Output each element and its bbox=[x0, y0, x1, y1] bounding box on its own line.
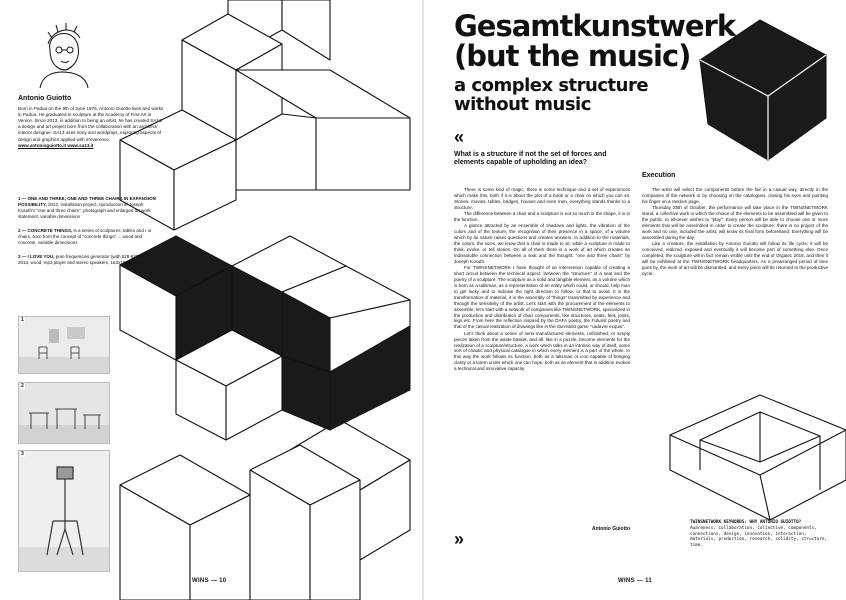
article-lead: What is a structure if not the set of forces and elements capable of upholding an idea? bbox=[454, 151, 607, 167]
work-desc: pure frequencies generator (with 528-936 Hz), 2013, wood, mp3 player and stereo speakers, 163x109x105cm bbox=[18, 253, 148, 265]
artwork-photo-1 bbox=[18, 316, 110, 374]
quote-open-mark: « bbox=[454, 127, 465, 147]
article-byline: Antonio Guiotto bbox=[591, 526, 630, 532]
article-title: Gesamtkunstwerk (but the music) bbox=[454, 9, 736, 73]
wireframe-cube bbox=[670, 395, 846, 520]
work-item bbox=[18, 228, 158, 246]
work-item bbox=[18, 254, 158, 266]
thumb-number: 3 bbox=[21, 451, 24, 457]
article-body bbox=[454, 187, 630, 373]
artwork-photo-2 bbox=[18, 382, 110, 444]
work-desc: 2012, installation project, riproduction of Joseph Kosuth's "one and three chairs", photograph and enlarged art work statement, variable dimensions bbox=[18, 201, 151, 219]
author-name: Antonio Guiotto bbox=[18, 95, 72, 102]
quote-close-mark: » bbox=[454, 529, 465, 549]
keywords-list: Awareness, collaboration, collective, components, connections, design, innovation, interaction, materials, production, research, solidity, structure, time. bbox=[690, 525, 828, 549]
keywords-title: TWINSNETWORK KEYWORDS: WHY ANTONIO GUIOTTO? bbox=[690, 520, 802, 525]
page-folio-left: WINS — 10 bbox=[192, 578, 227, 584]
portrait-illustration bbox=[40, 23, 88, 88]
work-title: 1 — ONE AND THREE, ONE AND THREE CHAIRS IN EXPANSION POSSIBILITY, bbox=[18, 196, 156, 207]
article-paragraph: Let's think about a series of semi-manufactured elements, unfinished, or simply pieces taken from the waste basket, and all, like in a puzzle, become elements for the realization of a sculpture/structure, a work which talks in an intrinsic way of itself, some sort of chaotic and physical catalogue in which every element is a part of the whole. In this way the work follows its function, both as a talisman or icon capable of bringing clarity or a totem under which one can hope, both as an element that in addition evokes a technical and innovative capacity. bbox=[454, 330, 630, 372]
works-list bbox=[18, 196, 158, 273]
thumb-number: 1 bbox=[21, 317, 24, 323]
article-paragraph: For TWINSNETWORK I have thought of an intervention capable of creating a short circuit between the technical aspect, between the "structure" of a seat and the poetry of a sculpture. The sculpture as a solid and tangible element, as a volume which is born as a talisman, as a representation of an entity which could, or should, help man to get lucky and to indicate the right direction to follow, or that to avoid. It is the transformation of material, it is the assembly of "things" transmitted by experience and through the sensitivity of the artist. Let's start with the procurement of the elements to assemble, let's start with a network of companies like TWINSNETWORK, specialized in the production and distribution of chair components, like structures, seats, feet, joints, legs etc. From here the reflection inspired by the DAFA poetry, the Futurist poetry and that of the casual realization of drawings like in the Surrealist game "cadavre exquis". bbox=[454, 265, 630, 330]
article-paragraph: The difference between a chair and a sculpture is not so much in the shape, it is in the function. bbox=[454, 211, 630, 223]
page-folio-right: WINS — 11 bbox=[618, 578, 653, 584]
execution-paragraph: Thursday 25th of October, the performance will take place in the TWINSNETWORK stand, a collective work in which the choice of the elements to be assembled will be given to the public, to whoever wishes to "play". Every person will be able to choose one or more elements that will be assembled in order to create the sculpture; there is no project of the work and no one, included the artist, will know its final form beforehand. Everything will be assembled during the day. bbox=[642, 205, 828, 240]
author-bio-text: Born in Padua on the 9th of June 1976, Antonio Guiotto lives and works in Padua. He graduated in sculpture at the Academy of Fine Art in Venice. Since 2013, in addition to being an artist, he has created SA13, a design and art project born from the collaboration with an architect/ interior designer. SA13 uses irony and wordplays, exploring aspects of design and graphics applied with irreverence. bbox=[18, 106, 164, 142]
work-title: 3 — I LOVE YOU, bbox=[18, 253, 55, 259]
article-subtitle: a complex structure without music bbox=[454, 75, 649, 116]
author-bio bbox=[18, 94, 166, 149]
thumb-number: 2 bbox=[21, 383, 24, 389]
execution-heading: Execution bbox=[642, 172, 676, 179]
article-paragraph: A glance attracted by an ensemble of shadows and lights, the vibration of the colors and of the texture, the recognition of their presence in a space, of a volume which by its nature raises questions and creates answers. In addition to the materials, the colors, the sizes, we know that a chair is made to sit, while a sculpture is made to think, evoke, or tell stories. On all of them there is a work of art which creates an indissoluble connection between a seat and the thought: "one and three chairs" by Joseph Kosuth. bbox=[454, 223, 630, 264]
execution-paragraph: The artist will select the components before the fair in a casual way, directly in the companies of the network or by choosing on the catalogues, closing his eyes and pointing his finger on a random page. bbox=[642, 187, 828, 204]
work-title: 2 — CONCRETE THINGS, bbox=[18, 227, 73, 233]
author-links: www.antonioguiotto.it www.sa13.it bbox=[18, 142, 94, 148]
keywords-box bbox=[690, 520, 832, 549]
artwork-photo-3 bbox=[18, 450, 110, 572]
execution-body bbox=[642, 187, 828, 277]
article-paragraph: There is some kind of magic, there is some technique and a set of experiences which make this, both if it is about the plot of a book or a chair on which you can sit. Stories, movies, tables, bridges, houses and even men, everything stands thanks to a structure. bbox=[454, 187, 630, 210]
execution-paragraph: Like a creature, the installation by Antonio Guiotto will follow its life cycle: it will be conceived, realized, exposed and eventually it will become part of something else. Once completed, the sculpture will in fact remain visible until the end of Orgatec 2018, and then it will be exhibited at the TWINSNETWORK headquarters. As a prearranged period of time goes by, the work of art will be dismantled, and every piece will be returned to the productive cycle. bbox=[642, 241, 828, 276]
work-item bbox=[18, 196, 158, 220]
work-desc: is a series of sculptures, tables and / or chairs, born from the concept of "concrete things"..., wood and concrete, variable dimensions bbox=[18, 227, 152, 245]
